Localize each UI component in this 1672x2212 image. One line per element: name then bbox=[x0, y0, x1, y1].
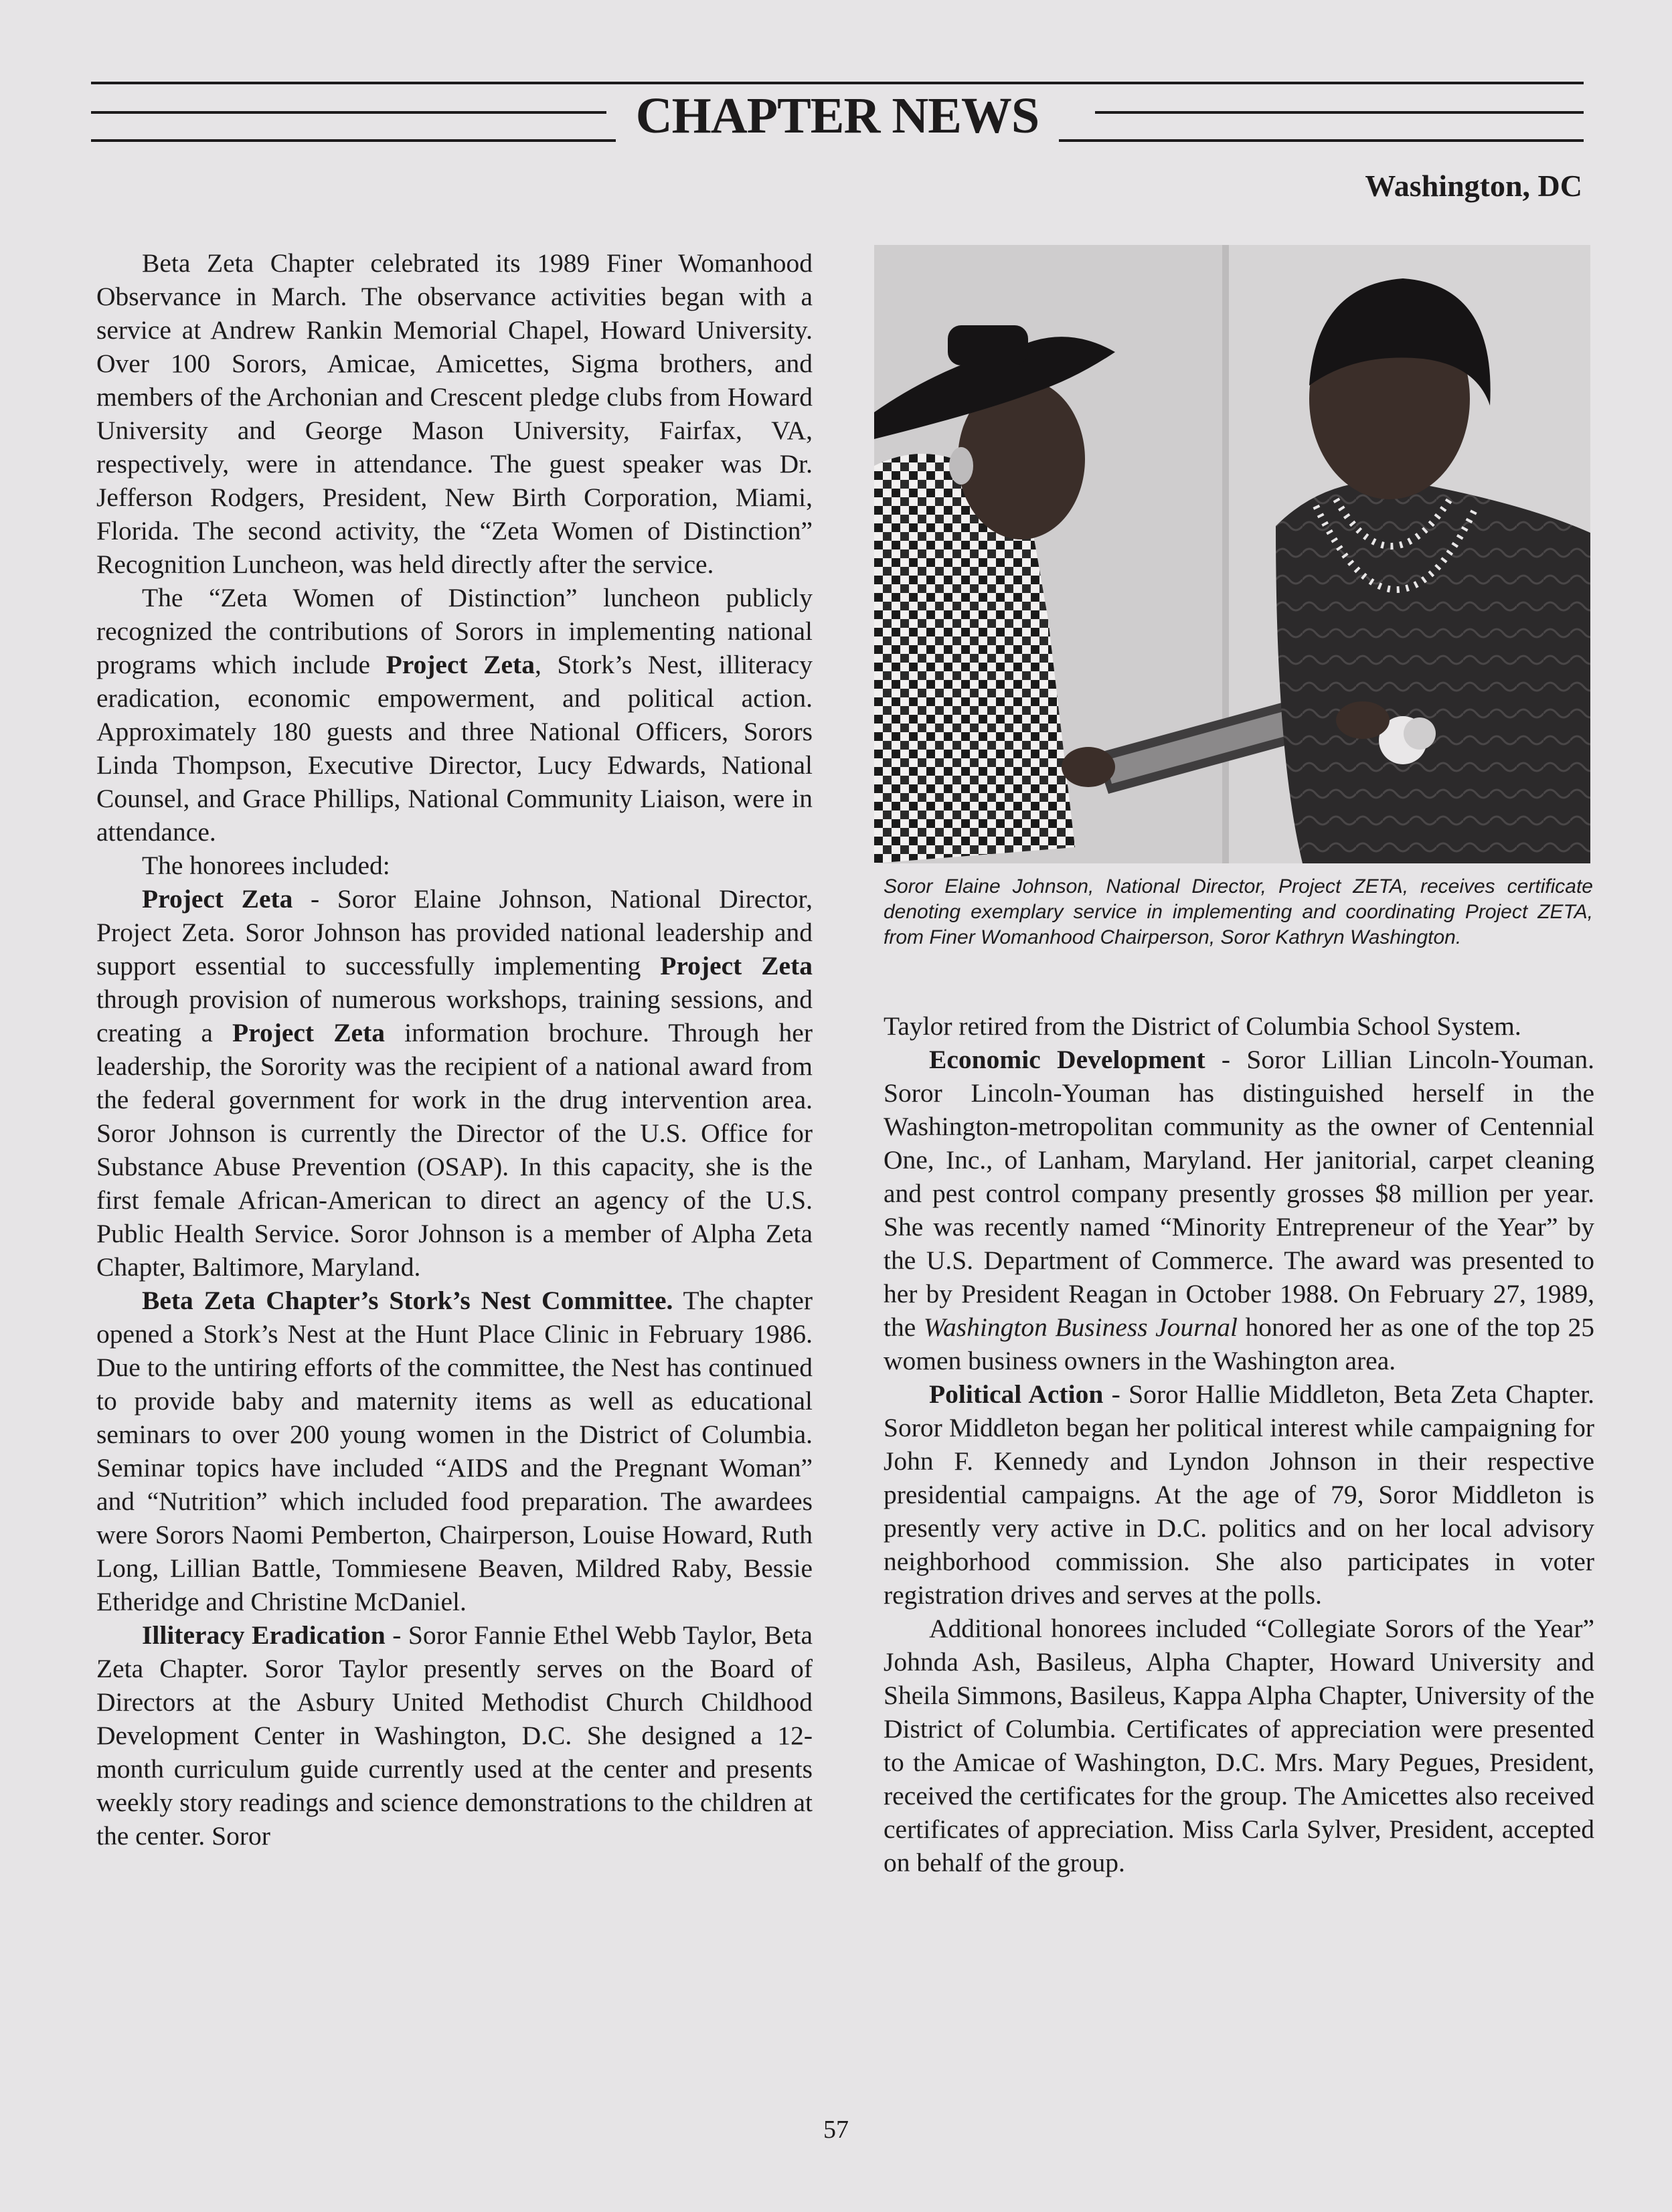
section-heading-project-zeta: Project Zeta bbox=[142, 884, 293, 914]
masthead bbox=[91, 82, 1584, 149]
paragraph-economic-development: Economic Development - Soror Lillian Lincoln-Youman. Soror Lincoln-Youman has distinguished herself in the Washington-metropolitan community as the owner of Centennial One, Inc., of Lanham, Maryland. Her janitorial, carpet cleaning and pest control company presently grosses $8 million per year. She was recently named “Minority Entrepreneur of the Year” by the U.S. Department of Commerce. The award was presented to her by President Reagan in October 1988. On February 27, 1989, the Washington Business Journal honored her as one of the top 25 women business owners in the Washington area. bbox=[884, 1045, 1594, 1375]
section-heading-economic-development: Economic Development bbox=[929, 1045, 1205, 1074]
page-number: 57 bbox=[823, 2116, 849, 2144]
page-title: CHAPTER NEWS bbox=[91, 86, 1584, 146]
paragraph-illiteracy: Illiteracy Eradication - Soror Fannie Ethel Webb Taylor, Beta Zeta Chapter. Soror Taylor presently serves on the Board of Directors at the Asbury United Methodist Church Childhood Development Center in Washington, D.C. She designed a 12-month curriculum guide currently used at the center and presents weekly story readings and science demonstrations to the children at the center. Soror bbox=[96, 1620, 813, 1851]
paragraph-additional-honorees: Additional honorees included “Collegiate Sorors of the Year” Johnda Ash, Basileus, Alpha Chapter, Howard University and Sheila Simmons, Basileus, Kappa Alpha Chapter, University of the District of Columbia. Certificates of appreciation were presented to the Amicae of Washington, D.C. Mrs. Mary Pegues, President, received the certificates for the group. The Amicettes also received certificates of appreciation. Miss Carla Sylver, President, accepted on behalf of the group. bbox=[884, 1614, 1594, 1877]
section-heading-storks-nest: Beta Zeta Chapter’s Stork’s Nest Committee. bbox=[142, 1286, 673, 1315]
section-heading-illiteracy: Illiteracy Eradication bbox=[142, 1620, 386, 1650]
paragraph-observance: Beta Zeta Chapter celebrated its 1989 Finer Womanhood Observance in March. The observance activities began with a service at Andrew Rankin Memorial Chapel, Howard University. Over 100 Sorors, Amicae, Amicettes, Sigma brothers, and members of the Archonian and Crescent pledge clubs from Howard University and George Mason University, Fairfax, VA, respectively, were in attendance. The guest speaker was Dr. Jefferson Rodgers, President, New Birth Corporation, Miami, Florida. The second activity, the “Zeta Women of Distinction” Recognition Luncheon, was held directly after the service. bbox=[96, 248, 813, 579]
paragraph-taylor-continued: Taylor retired from the District of Columbia School System. bbox=[884, 1011, 1521, 1041]
photo-caption: Soror Elaine Johnson, National Director, Project ZETA, receives certificate denoting exemplary service in implementing and coordinating Project ZETA, from Finer Womanhood Chairperson, Soror Kathryn Washington. bbox=[884, 875, 1593, 948]
article-left-column bbox=[96, 246, 813, 1853]
article-right-column bbox=[884, 1009, 1594, 1879]
masthead-top-rule bbox=[91, 82, 1584, 84]
award-photo bbox=[874, 245, 1590, 863]
paragraph-storks-nest: Beta Zeta Chapter’s Stork’s Nest Committee. The chapter opened a Stork’s Nest at the Hunt Place Clinic in February 1986. Due to the untiring efforts of the committee, the Nest has continued to provide baby and maternity items as well as educational seminars to over 200 young women in the District of Columbia. Seminar topics have included “AIDS and the Pregnant Woman” and “Nutrition” which included food preparation. The awardees were Sorors Naomi Pemberton, Chairperson, Louise Howard, Ruth Long, Lillian Battle, Tommiesene Beaven, Mildred Raby, Bessie Etheridge and Christine McDaniel. bbox=[96, 1286, 813, 1616]
paragraph-political-action: Political Action - Soror Hallie Middleton, Beta Zeta Chapter. Soror Middleton began her political interest while campaigning for John F. Kennedy and Lyndon Johnson in their respective presidential campaigns. At the age of 79, Soror Middleton is presently very active in D.C. politics and on her local advisory neighborhood commission. She also participates in voter registration drives and serves at the polls. bbox=[884, 1379, 1594, 1610]
paragraph-project-zeta: Project Zeta - Soror Elaine Johnson, National Director, Project Zeta. Soror Johnson has provided national leadership and support essential to successfully implementing Project Zeta through provision of numerous workshops, training sessions, and creating a Project Zeta information brochure. Through her leadership, the Sorority was the recipient of a national award from the federal government for work in the drug intervention area. Soror Johnson is currently the Director of the U.S. Office for Substance Abuse Prevention (OSAP). In this capacity, she is the first female African-American to direct an agency of the U.S. Public Health Service. Soror Johnson is a member of Alpha Zeta Chapter, Baltimore, Maryland. bbox=[96, 884, 813, 1282]
award-photo-illustration bbox=[874, 245, 1590, 863]
paragraph-luncheon: The “Zeta Women of Distinction” luncheon publicly recognized the contributions of Sorors in implementing national programs which include Project Zeta, Stork’s Nest, illiteracy eradication, economic empowerment, and political action. Approximately 180 guests and three National Officers, Sorors Linda Thompson, Executive Director, Lucy Edwards, National Counsel, and Grace Phillips, National Community Liaison, were in attendance. bbox=[96, 583, 813, 847]
location-heading: Washington, DC bbox=[1365, 169, 1582, 203]
section-heading-political-action: Political Action bbox=[929, 1379, 1104, 1409]
paragraph-honorees-intro: The honorees included: bbox=[142, 851, 390, 880]
